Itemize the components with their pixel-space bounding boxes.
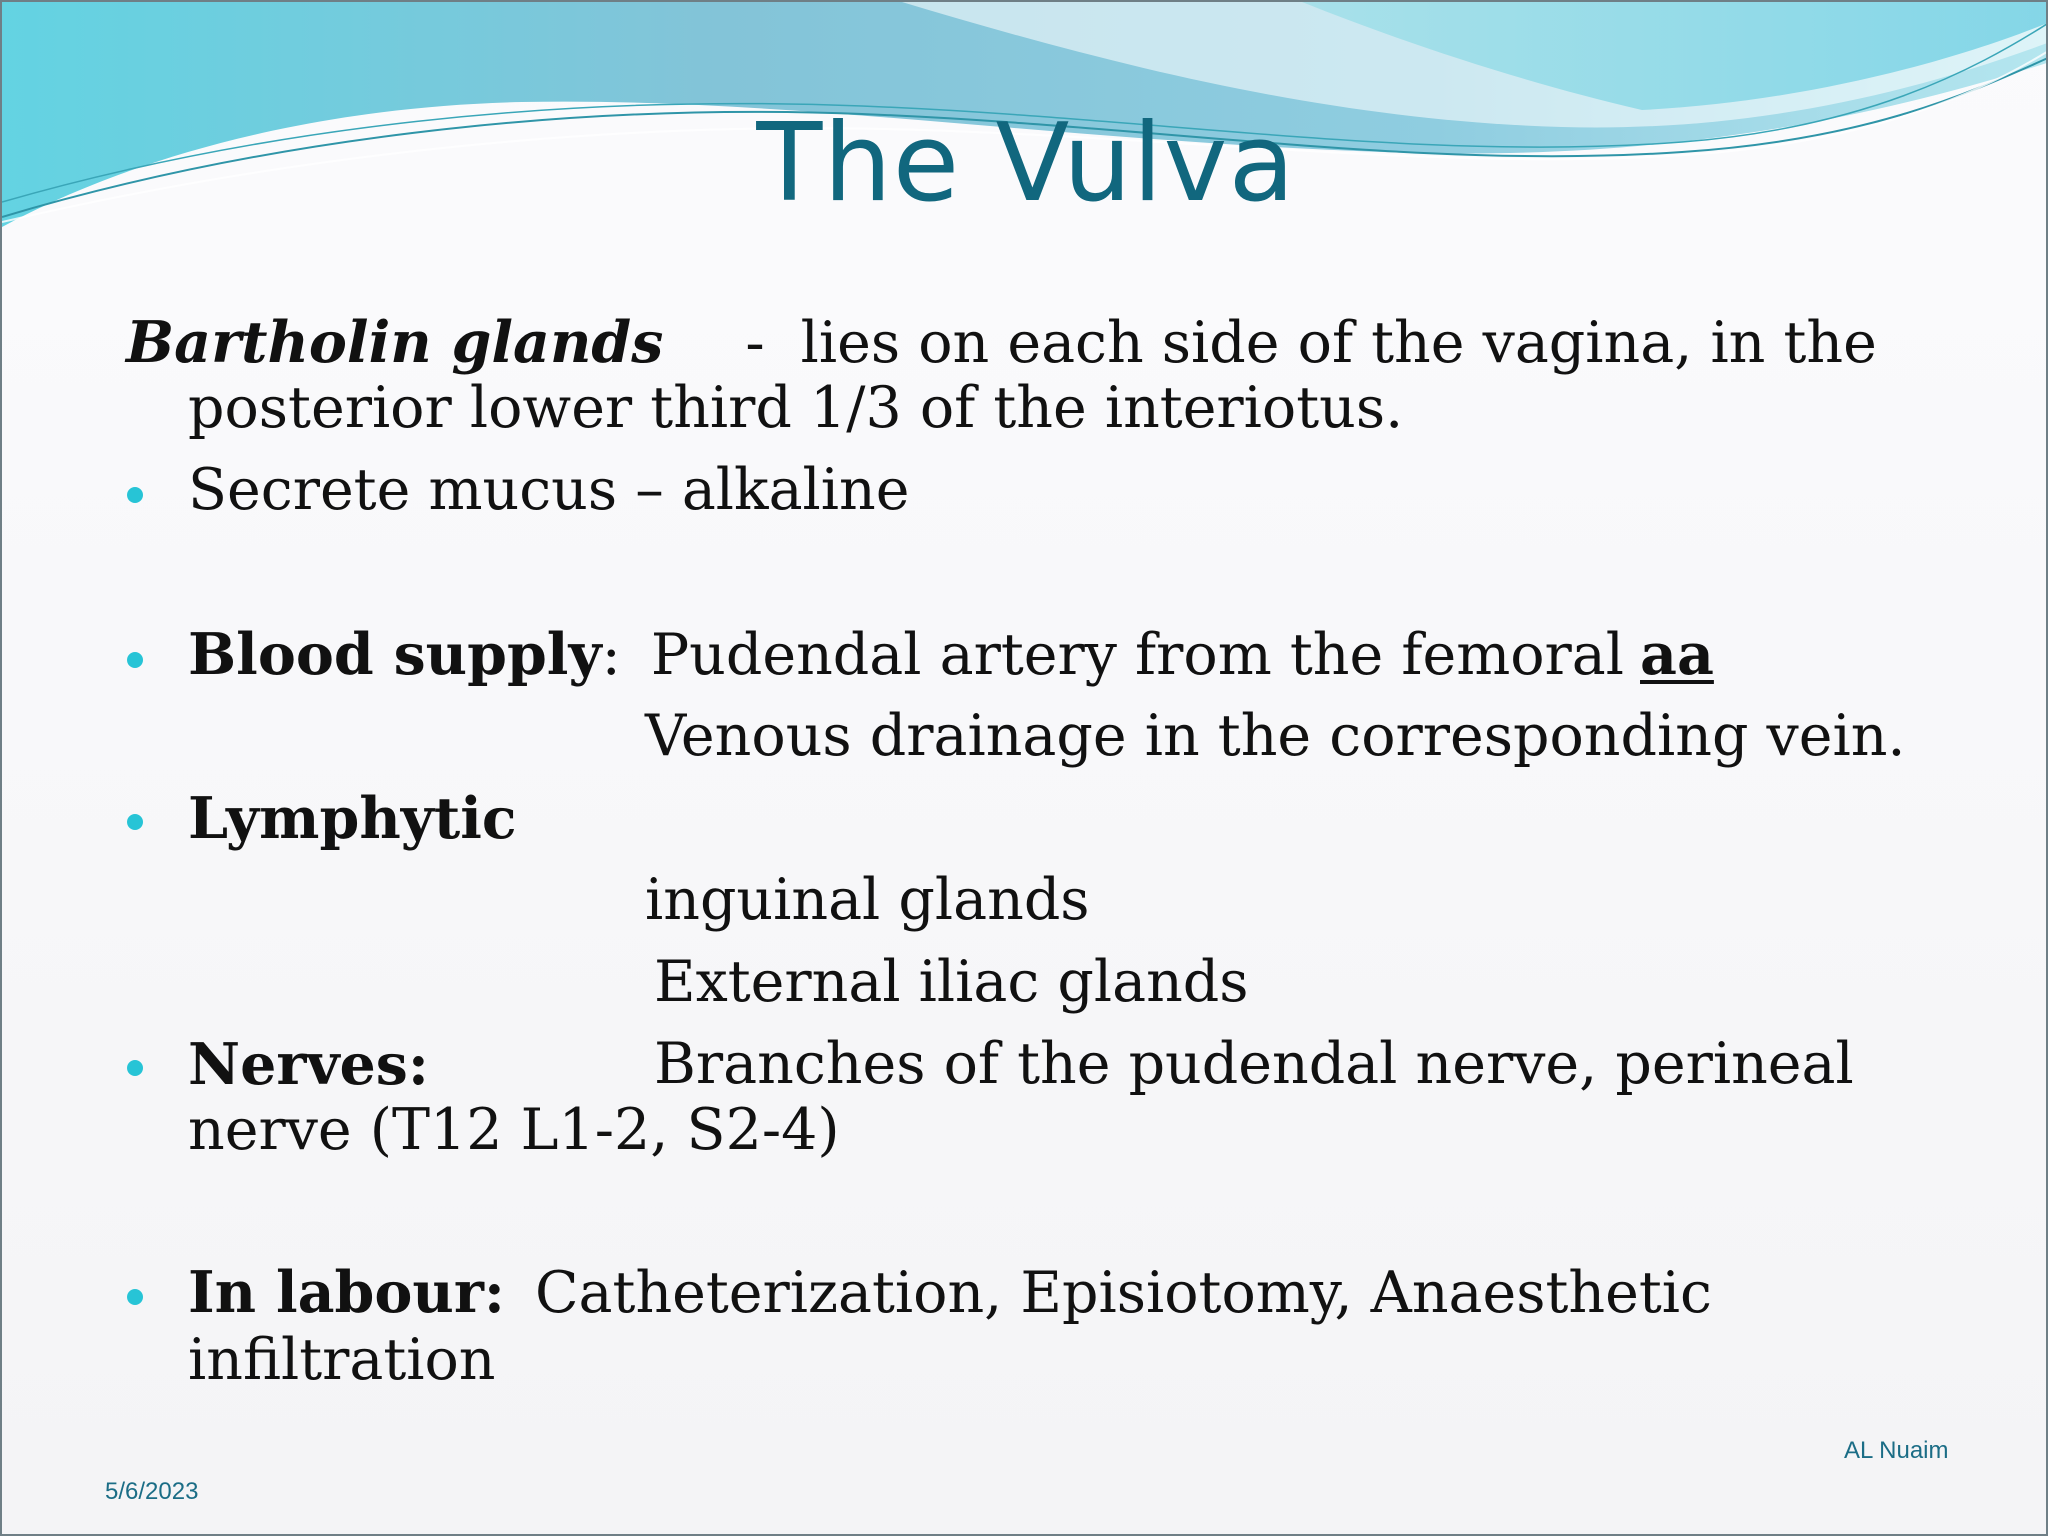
blood-supply-label: Blood supply bbox=[188, 621, 602, 688]
bullet-dot bbox=[127, 652, 143, 668]
bartholin-term: Bartholin glands bbox=[126, 309, 664, 376]
secrete-item: Secrete mucus – alkaline bbox=[188, 457, 910, 523]
labour-item bbox=[188, 1259, 1712, 1326]
footer-author: AL Nuaim bbox=[1844, 1437, 1949, 1464]
labour-text-2: infiltration bbox=[188, 1327, 496, 1393]
labour-label: In labour: bbox=[188, 1259, 505, 1326]
bullet-dot bbox=[127, 814, 143, 830]
nerves-label: Nerves: bbox=[188, 1031, 429, 1098]
lymphytic-label: Lymphytic bbox=[188, 785, 517, 852]
blood-supply-colon: : bbox=[601, 622, 621, 688]
footer-date: 5/6/2023 bbox=[105, 1478, 199, 1505]
nerves-text-2: nerve (T12 L1-2, S2-4) bbox=[188, 1097, 840, 1163]
blood-supply-text: Pudendal artery from the femoral bbox=[650, 622, 1625, 688]
bartholin-dash: - bbox=[745, 310, 765, 376]
venous-drainage: Venous drainage in the corresponding vein. bbox=[645, 703, 1906, 769]
bartholin-text-2: posterior lower third 1/3 of the interiotus. bbox=[188, 375, 1404, 441]
bullet-dot bbox=[127, 1060, 143, 1076]
nerves-text-1: Branches of the pudendal nerve, perineal bbox=[654, 1031, 1854, 1097]
bullet-dot bbox=[127, 1289, 143, 1305]
blood-supply-aa: aa bbox=[1640, 621, 1714, 688]
external-iliac-glands: External iliac glands bbox=[654, 949, 1249, 1015]
bullet-dot bbox=[127, 487, 143, 503]
blood-supply-item bbox=[188, 621, 1714, 688]
inguinal-glands: inguinal glands bbox=[645, 867, 1090, 933]
slide-title: The Vulva bbox=[756, 101, 1296, 226]
bartholin-text-1: lies on each side of the vagina, in the bbox=[800, 310, 1877, 376]
bartholin-line bbox=[126, 309, 1877, 376]
labour-text-1: Catheterization, Episiotomy, Anaesthetic bbox=[534, 1260, 1712, 1326]
